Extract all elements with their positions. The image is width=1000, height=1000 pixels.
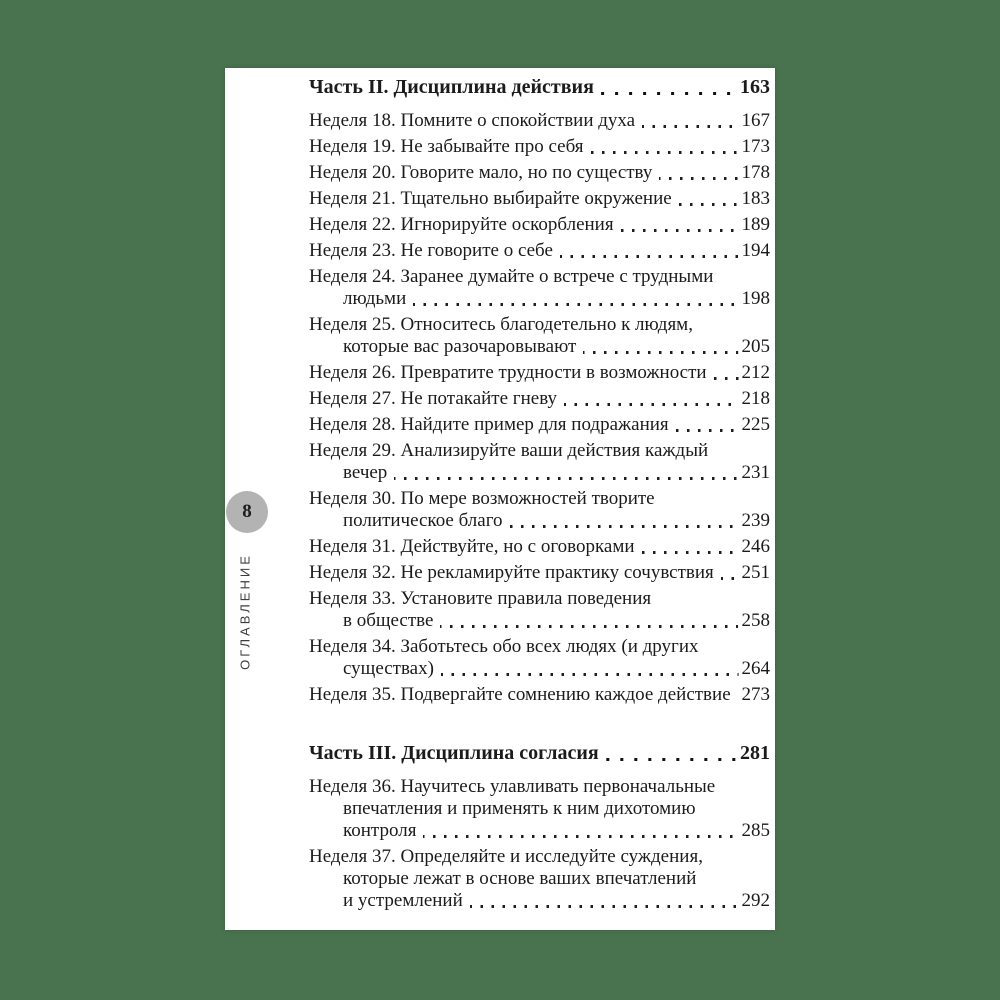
toc-entry-row [309, 684, 770, 706]
toc-row-text: Неделя 36. Научитесь улавливать первоначальные [309, 776, 716, 797]
toc-row-text: Неделя 18. Помните о спокойствии духа [309, 110, 636, 131]
toc-entry-row [309, 362, 770, 384]
toc-row-text: вечер [343, 462, 388, 483]
toc-page-number: 218 [741, 388, 770, 409]
toc-page-number: 258 [741, 610, 770, 631]
toc-page-number: 231 [741, 462, 770, 483]
toc-part-row [309, 742, 770, 764]
dot-leader [676, 429, 739, 432]
toc-row-text: Неделя 24. Заранее думайте о встрече с трудными [309, 266, 714, 287]
dot-leader [560, 255, 739, 258]
toc-entry-row [309, 288, 770, 310]
toc-row-text: политическое благо [343, 510, 503, 531]
dot-leader [394, 477, 738, 480]
toc-entry-row [309, 890, 770, 912]
toc-row-text: Часть III. Дисциплина согласия [309, 742, 599, 764]
toc-page-number: 173 [741, 136, 770, 157]
page-number-badge: 8 [226, 491, 268, 533]
dot-leader [642, 551, 739, 554]
toc-entry-row [309, 776, 770, 798]
toc-row-text: Неделя 37. Определяйте и исследуйте суждения, [309, 846, 703, 867]
toc-list [309, 76, 770, 912]
toc-page-number: 167 [741, 110, 770, 131]
toc-row-text: контроля [343, 820, 417, 841]
toc-entry-row [309, 188, 770, 210]
toc-entry-row [309, 798, 770, 820]
toc-page-number: 194 [741, 240, 770, 261]
toc-row-text: Неделя 22. Игнорируйте оскорбления [309, 214, 614, 235]
toc-entry-row [309, 110, 770, 132]
toc-row-text: Неделя 21. Тщательно выбирайте окружение [309, 188, 672, 209]
toc-entry-row [309, 214, 770, 236]
toc-entry-row [309, 846, 770, 868]
toc-row-text: Неделя 33. Установите правила поведения [309, 588, 652, 609]
toc-page-number: 273 [741, 684, 770, 705]
toc-row-text: Неделя 31. Действуйте, но с оговорками [309, 536, 635, 557]
toc-entry-row [309, 240, 770, 262]
toc-part-row [309, 76, 770, 98]
toc-page-number: 246 [741, 536, 770, 557]
dot-leader [679, 203, 739, 206]
dot-leader [606, 758, 737, 762]
toc-page-number: 225 [741, 414, 770, 435]
toc-row-text: Неделя 32. Не рекламируйте практику сочувствия [309, 562, 714, 583]
toc-row-text: Неделя 35. Подвергайте сомнению каждое действие [309, 684, 731, 705]
toc-row-text: которые вас разочаровывают [343, 336, 577, 357]
toc-entry-row [309, 414, 770, 436]
toc-entry-row [309, 536, 770, 558]
toc-entry-row [309, 610, 770, 632]
toc-row-text: Неделя 30. По мере возможностей творите [309, 488, 655, 509]
toc-page-number: 163 [740, 76, 770, 98]
dot-leader [642, 125, 738, 128]
toc-row-text: Неделя 26. Превратите трудности в возможности [309, 362, 707, 383]
toc-entry-row [309, 510, 770, 532]
toc-page-number: 189 [741, 214, 770, 235]
toc-page-number: 239 [741, 510, 770, 531]
toc-row-text: Неделя 28. Найдите пример для подражания [309, 414, 669, 435]
toc-page-number: 285 [741, 820, 770, 841]
dot-leader [441, 673, 739, 676]
toc-entry-row [309, 588, 770, 610]
dot-leader [714, 377, 739, 380]
dot-leader [591, 151, 739, 154]
toc-row-text: Неделя 23. Не говорите о себе [309, 240, 553, 261]
toc-entry-row [309, 658, 770, 680]
toc-row-text: Часть II. Дисциплина действия [309, 76, 594, 98]
toc-row-text: Неделя 29. Анализируйте ваши действия каждый [309, 440, 709, 461]
dot-leader [621, 229, 739, 232]
dot-leader [423, 835, 738, 838]
toc-entry-row [309, 314, 770, 336]
toc-page-number: 292 [741, 890, 770, 911]
toc-page-number: 178 [741, 162, 770, 183]
toc-side-label: ОГЛАВЛЕНИЕ [237, 553, 253, 670]
toc-row-text: Неделя 20. Говорите мало, но по существу [309, 162, 653, 183]
toc-entry-row [309, 868, 770, 890]
toc-entry-row [309, 488, 770, 510]
toc-entry-row [309, 820, 770, 842]
toc-row-text: и устремлений [343, 890, 463, 911]
toc-page-number: 212 [741, 362, 770, 383]
toc-row-text: Неделя 27. Не потакайте гневу [309, 388, 558, 409]
toc-entry-row [309, 636, 770, 658]
toc-entry-row [309, 562, 770, 584]
toc-row-text: Неделя 25. Относитесь благодетельно к людям, [309, 314, 693, 335]
dot-leader [659, 177, 738, 180]
dot-leader [601, 92, 737, 96]
toc-page-number: 281 [740, 742, 770, 764]
toc-page-number: 251 [741, 562, 770, 583]
toc-page-number: 205 [741, 336, 770, 357]
toc-row-text: Неделя 19. Не забывайте про себя [309, 136, 584, 157]
toc-entry-row [309, 440, 770, 462]
toc-entry-row [309, 266, 770, 288]
toc-entry-row [309, 336, 770, 358]
toc-entry-row [309, 462, 770, 484]
toc-row-text: существах) [343, 658, 434, 679]
toc-row-text: впечатления и применять к ним дихотомию [343, 798, 696, 819]
toc-row-text: в обществе [343, 610, 434, 631]
dot-leader [583, 351, 738, 354]
toc-page-number: 264 [741, 658, 770, 679]
toc-row-text: Неделя 34. Заботьтесь обо всех людях (и других [309, 636, 699, 657]
toc-row-text: людьми [343, 288, 407, 309]
toc-entry-row [309, 162, 770, 184]
toc-entry-row [309, 136, 770, 158]
toc-row-text: которые лежат в основе ваших впечатлений [343, 868, 697, 889]
dot-leader [510, 525, 739, 528]
toc-page-number: 183 [741, 188, 770, 209]
dot-leader [470, 905, 739, 908]
book-page [225, 68, 775, 930]
dot-leader [721, 577, 739, 580]
dot-leader [564, 403, 738, 406]
dot-leader [413, 303, 738, 306]
toc-page-number: 198 [741, 288, 770, 309]
toc-entry-row [309, 388, 770, 410]
dot-leader [440, 625, 738, 628]
